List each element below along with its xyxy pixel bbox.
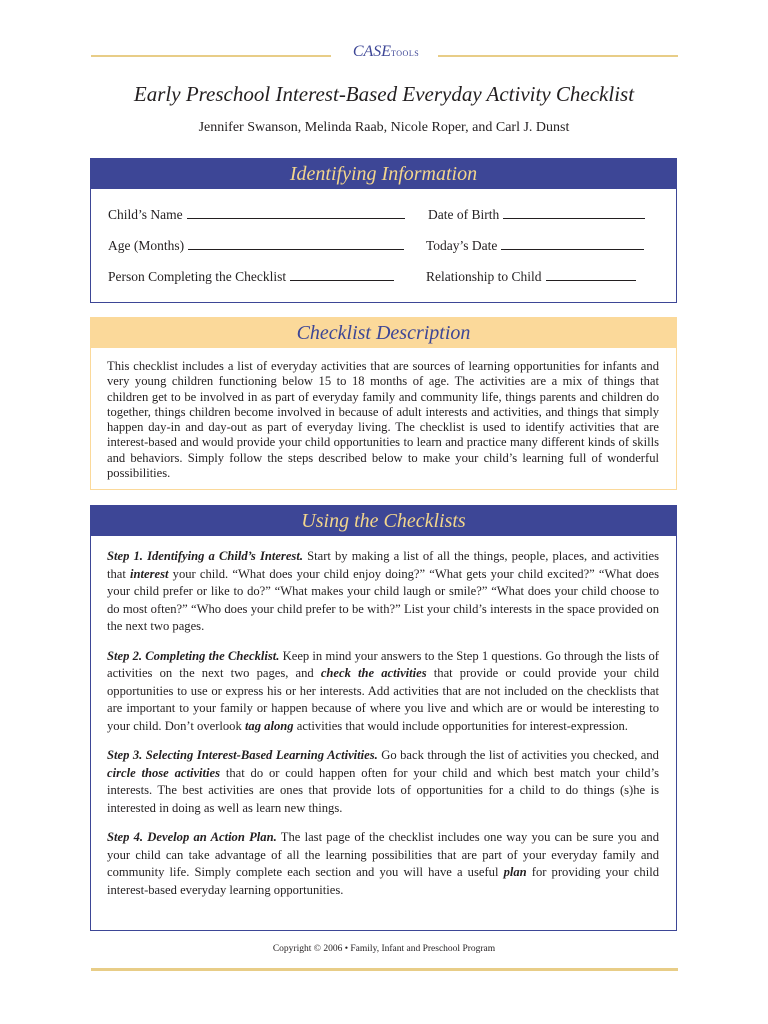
logo-case-text: CASE xyxy=(352,43,392,60)
step-2-text-b: that provide or could provide your child opportunities to use or express his or her interests. Add activities that are not included on the checklists that are important to your family or happen because of where you live and which are or would be interesting to your child. Don’t overlook xyxy=(107,666,660,733)
logo-tools-text: tools xyxy=(391,47,420,59)
step-2-emphasis-a: check the activities xyxy=(320,666,427,680)
document-authors: Jennifer Swanson, Melinda Raab, Nicole Roper, and Carl J. Dunst xyxy=(198,120,570,135)
date-of-birth-line[interactable] xyxy=(503,206,645,219)
step-1-text-a: Start by making a list of all the things, people, places, and activities that xyxy=(107,549,660,581)
person-completing-label: Person Completing the Checklist xyxy=(108,269,287,284)
todays-date-field[interactable] xyxy=(426,237,644,254)
age-months-field[interactable] xyxy=(108,237,404,254)
child-name-line[interactable] xyxy=(187,206,405,219)
step-3-title: Step 3. Selecting Interest-Based Learning Activities. xyxy=(107,748,378,762)
checklist-description-text: This checklist includes a list of everyday activities that are sources of learning opportunities for infants and very young children functioning below 15 to 18 months of age. The activities are a mix of things that children get to be involved in as part of everyday family and community life, things parents and children do together, things children become involved in because of adult interests and activities, and things that simply happen day-in and day-out as part of everyday living. The checklist is used to identify activities that are interest-based and would provide your child opportunities to learn and practice many different kinds of skills and behaviors. Simply follow the steps described below to make your child’s learning full of wonderful possibilities. xyxy=(107,359,659,481)
date-of-birth-label: Date of Birth xyxy=(428,207,500,222)
date-of-birth-field[interactable] xyxy=(428,206,645,223)
age-months-line[interactable] xyxy=(188,237,404,250)
step-4-emphasis: plan xyxy=(503,865,527,879)
step-4-text-b: for providing your child interest-based everyday learning opportunities. xyxy=(107,865,659,897)
footer-rule xyxy=(91,968,678,971)
child-name-field[interactable] xyxy=(108,206,405,223)
step-2-text-a: Keep in mind your answers to the Step 1 questions. Go through the lists of activities on the next two pages, and xyxy=(107,648,659,680)
steps-list xyxy=(107,548,659,911)
copyright-notice: Copyright © 2006 • Family, Infant and Preschool Program xyxy=(272,944,496,954)
todays-date-label: Today’s Date xyxy=(426,238,498,253)
age-months-label: Age (Months) xyxy=(108,238,185,253)
step-1-paragraph xyxy=(107,548,659,636)
step-4-text-a: The last page of the checklist includes one way you can be sure you and your child can take advantage of all the learning possibilities that are part of your everyday family and community life. Simply complete each section and you will have a useful xyxy=(107,830,660,879)
using-checklists-heading: Using the Checklists xyxy=(91,506,676,536)
relationship-line[interactable] xyxy=(546,268,636,281)
checklist-description-section xyxy=(90,317,677,490)
using-checklists-section xyxy=(90,505,677,931)
child-name-label: Child’s Name xyxy=(108,207,183,222)
step-1-title: Step 1. Identifying a Child’s Interest. xyxy=(107,549,303,563)
step-1-emphasis: interest xyxy=(130,566,169,581)
identifying-information-section xyxy=(90,158,677,303)
step-1-text-b: your child. “What does your child enjoy doing?” “What gets your child excited?” “What does your child prefer or like to do?” “What makes your child laugh or smile?” “What does your child choose to do most often?” “Who does your child prefer to be with?” List your child’s interests in the space provided on the next two pages. xyxy=(107,566,659,633)
person-completing-line[interactable] xyxy=(290,268,394,281)
casetools-logo xyxy=(341,43,431,61)
person-completing-field[interactable] xyxy=(108,268,394,285)
identifying-information-heading: Identifying Information xyxy=(91,159,676,189)
relationship-field[interactable] xyxy=(426,268,636,285)
step-3-text-a: Go back through the list of activities you checked, and xyxy=(377,748,659,762)
step-3-text-b: that do or could happen often for your child and which best match your child’s interests. The best activities are ones that provide lots of opportunities for a child to do things (s)he is interested in doing as well as learn new things. xyxy=(107,765,659,815)
header-rule-left xyxy=(91,55,331,57)
relationship-label: Relationship to Child xyxy=(426,269,542,284)
step-2-title: Step 2. Completing the Checklist. xyxy=(107,648,280,663)
step-4-paragraph xyxy=(107,829,659,899)
step-2-text-c: activities that would include opportunities for interest-expression. xyxy=(293,718,628,733)
document-title: Early Preschool Interest-Based Everyday Activity Checklist xyxy=(133,82,635,106)
header-rule-right xyxy=(438,55,678,57)
step-3-emphasis: circle those activities xyxy=(107,765,221,780)
todays-date-line[interactable] xyxy=(501,237,644,250)
step-2-emphasis-b: tag along xyxy=(244,718,294,733)
header-logo-bar xyxy=(91,40,678,70)
checklist-description-heading: Checklist Description xyxy=(91,318,676,348)
step-2-paragraph xyxy=(107,648,659,736)
step-4-title: Step 4. Develop an Action Plan. xyxy=(107,830,277,844)
step-3-paragraph xyxy=(107,747,659,817)
